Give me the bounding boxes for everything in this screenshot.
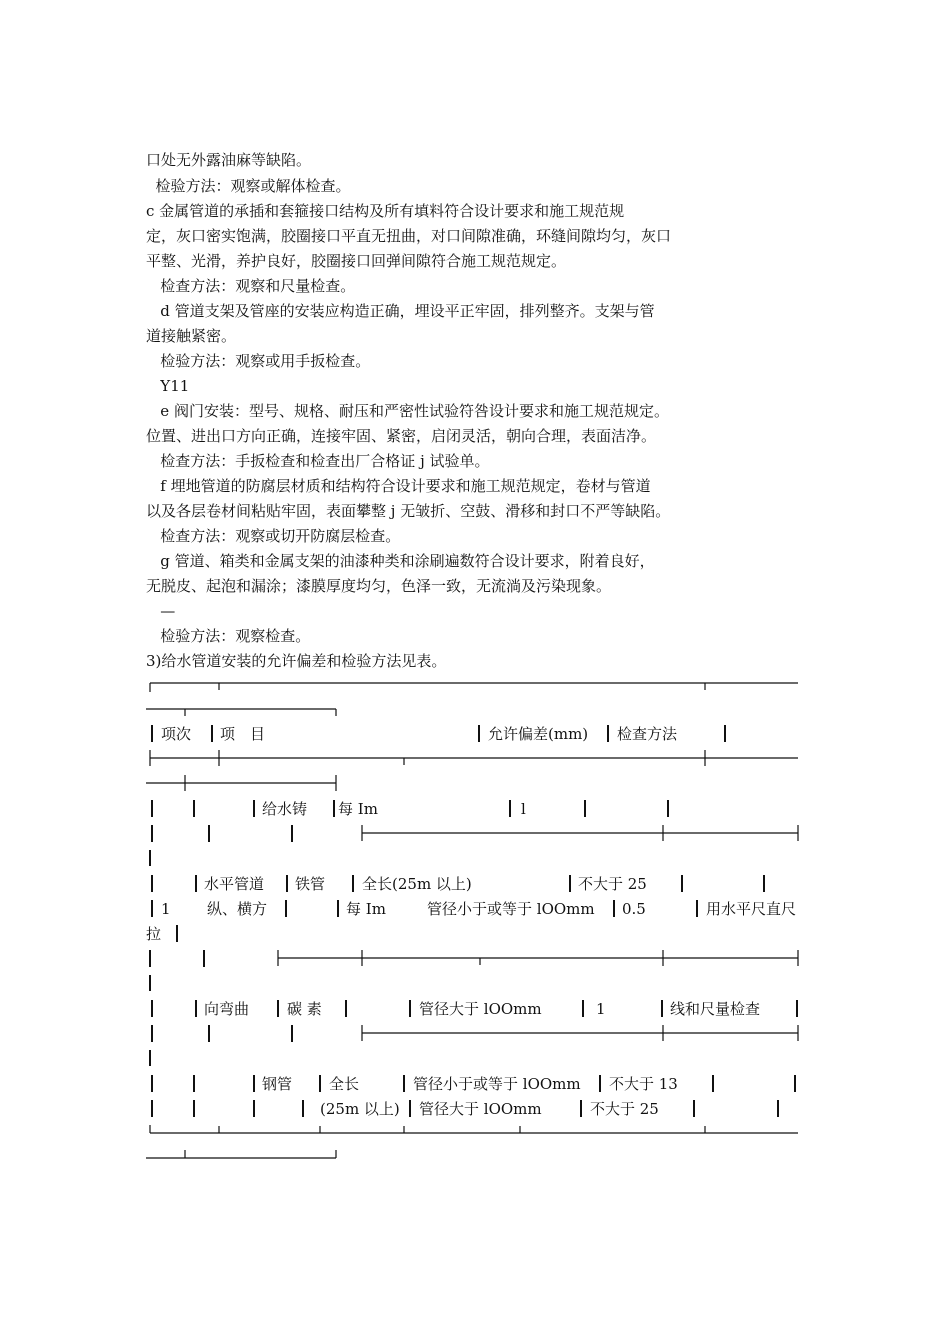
table-header: 允许偏差(mm) <box>488 725 589 743</box>
table-cell: 管径小于或等于 lOOmm <box>413 1075 581 1093</box>
table-cell: 不大于 25 <box>590 1100 659 1118</box>
paragraph-line: 定，灰口密实饱满，胶圈接口平直无扭曲，对口间隙准确，环缝间隙均匀，灰口 <box>146 227 672 245</box>
table-cell: 1 <box>596 1000 606 1018</box>
table-cell: 拉 <box>146 925 162 943</box>
paragraph-line: 位置、进出口方向正确，连接牢固、紧密，启闭灵活，朝向合理，表面洁净。 <box>146 427 657 445</box>
paragraph-line: 平整、光滑，养护良好，胶圈接口回弹间隙符合施工规范规定。 <box>146 252 567 270</box>
paragraph-line: 3)给水管道安装的允许偏差和检验方法见表。 <box>146 652 447 670</box>
paragraph-line: f 埋地管道的防腐层材质和结构符合设计要求和施工规范规定，卷材与管道 <box>146 477 651 495</box>
table-cell: 管径大于 lOOmm <box>419 1100 542 1118</box>
table-cell: 全长 <box>329 1075 360 1093</box>
table-cell: 不大于 25 <box>578 875 647 893</box>
paragraph-line: 检验方法：观察或解体检查。 <box>146 177 351 195</box>
deviation-table <box>0 670 950 1170</box>
paragraph-line: 无脱皮、起泡和漏涂；漆膜厚度均匀，色泽一致，无流淌及污染现象。 <box>146 577 612 595</box>
paragraph-line: 检验方法：观察或用手扳检查。 <box>146 352 371 370</box>
paragraph-line: e 阀门安装：型号、规格、耐压和严密性试验符咎设计要求和施工规范规定。 <box>146 402 669 420</box>
table-cell: 管径小于或等于 lOOmm <box>427 900 595 918</box>
table-cell: l <box>521 800 526 818</box>
table-cell: 0.5 <box>622 900 646 918</box>
table-ruling <box>0 670 950 1170</box>
table-cell: 碳 素 <box>287 1000 322 1018</box>
table-cell: (25m 以上) <box>320 1100 400 1118</box>
paragraph-line: 检查方法：观察或切开防腐层检查。 <box>146 527 401 545</box>
paragraph-line: g 管道、箱类和金属支架的油漆种类和涂刷遍数符合设计要求，附着良好， <box>146 552 655 570</box>
table-cell: 不大于 13 <box>609 1075 678 1093</box>
table-cell: 每 Im <box>338 800 378 818</box>
paragraph-line: 检验方法：观察检查。 <box>146 627 311 645</box>
table-cell: 纵、横方 <box>207 900 268 918</box>
table-cell: 给水铸 <box>262 800 308 818</box>
table-cell: 水平管道 <box>204 875 265 893</box>
paragraph-line: 道接触紧密。 <box>146 327 237 345</box>
table-cell: 向弯曲 <box>204 1000 250 1018</box>
paragraph-line: d 管道支架及管座的安装应构造正确，埋设平正牢固，排列整齐。支架与管 <box>146 302 655 320</box>
paragraph-line: c 金属管道的承插和套箍接口结构及所有填料符合设计要求和施工规范规 <box>146 202 625 220</box>
paragraph-line: 检查方法：观察和尺量检查。 <box>146 277 356 295</box>
table-cell: 全长(25m 以上) <box>362 875 472 893</box>
table-cell: 管径大于 lOOmm <box>419 1000 542 1018</box>
paragraph-line: 检查方法：手扳检查和检查出厂合格证 j 试验单。 <box>146 452 490 470</box>
paragraph-line: — <box>146 602 176 620</box>
table-header: 项 目 <box>220 725 266 743</box>
paragraph-line: 口处无外露油麻等缺陷。 <box>146 151 312 169</box>
table-cell: 用水平尺直尺 <box>706 900 797 918</box>
table-cell: 钢管 <box>262 1075 293 1093</box>
table-header: 检查方法 <box>617 725 678 743</box>
table-cell: 1 <box>161 900 171 918</box>
table-cell: 线和尺量检查 <box>670 1000 761 1018</box>
table-header: 项次 <box>161 725 192 743</box>
table-cell: 铁管 <box>295 875 326 893</box>
paragraph-line: 以及各层卷材间粘贴牢固，表面攀整 j 无皱折、空鼓、滑移和封口不严等缺陷。 <box>146 502 671 520</box>
table-cell: 每 Im <box>346 900 386 918</box>
paragraph-line: Y11 <box>146 377 190 395</box>
